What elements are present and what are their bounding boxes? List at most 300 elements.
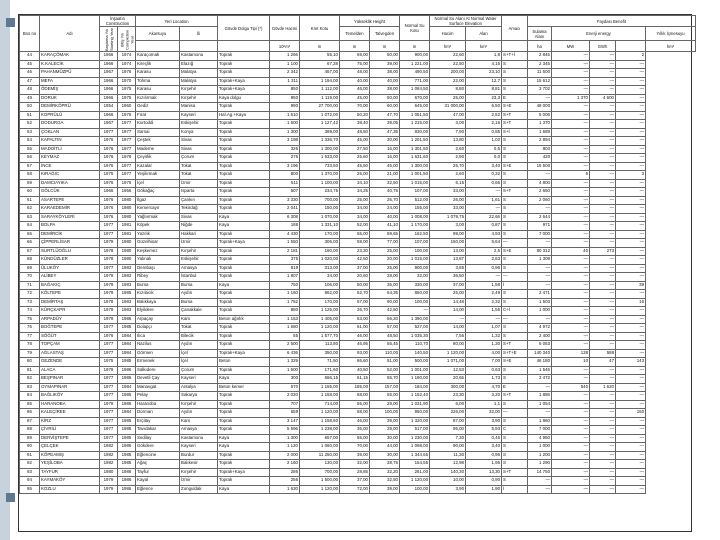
table-cell: Toprak [218,230,270,239]
table-cell: S+E [502,103,528,112]
table-cell: 1977 [100,324,118,333]
table-cell: 4,15 [466,60,502,69]
table-cell: 72,00 [340,485,370,494]
table-cell: BAĞAKIÇ [40,281,100,290]
table-cell: 89 [20,434,40,443]
table-cell: 23,30 [340,247,370,256]
table-cell: 657,00 [300,434,340,443]
table-cell: 733,50 [300,162,340,171]
table-cell: 1 170,00 [400,222,430,231]
table-cell: Toprak [218,400,270,409]
table-cell: KÜRÇKAPR [40,307,100,316]
header-start-year: Başlama Yılı Starting Year [100,27,118,52]
table-cell: 1980 [118,239,136,248]
table-cell: Yeşilırmak [136,171,180,180]
table-cell: — [616,426,646,435]
table-cell: 1977 [100,349,118,358]
table-cell: — [552,315,590,324]
table-cell: 1 070,00 [300,213,340,222]
table-cell: TOPÇAM [40,341,100,350]
table-cell: 80 [20,358,40,367]
table-cell: 0,5 [466,145,502,154]
table-cell: — [590,460,616,469]
table-cell: 1 680 [270,324,300,333]
table-cell: 1974 [118,52,136,61]
table-cell: Dolapçı [136,324,180,333]
table-cell: — [590,103,616,112]
table-cell: 3,20 [466,392,502,401]
table-cell: S [502,137,528,146]
table-cell: 47 [590,358,616,367]
table-cell: 80,00 [430,341,466,350]
table-cell: 1975 [100,358,118,367]
table-body [20,52,696,494]
table-cell: — [552,120,590,129]
table-cell: 16,00 [370,154,400,163]
table-cell: Toprak [218,145,270,154]
table-cell: — [552,196,590,205]
table-cell: Tokat [180,324,218,333]
table-cell: 1982 [100,460,118,469]
header-drinking-water: Yıllık İçmesuyu [646,27,696,41]
table-cell: — [552,69,590,78]
table-row [20,477,696,486]
table-cell: S [502,417,528,426]
table-cell: 800 [270,171,300,180]
table-cell: 1 503 [528,298,552,307]
table-cell: 1975 [118,94,136,103]
table-cell: 1,95 [466,460,502,469]
table-cell: 1986 [118,443,136,452]
table-cell: Kazalar [136,162,180,171]
table-row [20,256,696,265]
table-cell: KOZLU [40,485,100,494]
table-cell: 1 500,00 [300,477,340,486]
table-cell: 46,00 [340,332,370,341]
table-cell: 1984 [118,383,136,392]
table-cell: 490,50 [400,69,430,78]
table-cell: 1967 [100,69,118,78]
table-cell: — [552,375,590,384]
table-cell: Kayal [136,477,180,486]
table-cell: 42,50 [340,256,370,265]
table-cell: 819 [270,264,300,273]
table-cell: S+T+E [502,349,528,358]
table-cell: 63,00 [340,315,370,324]
table-cell: 1982 [100,451,118,460]
table-cell: 0,96 [466,264,502,273]
table-cell: 90,00 [430,443,466,452]
table-cell: — [590,298,616,307]
table-cell: 1 015,00 [400,179,430,188]
table-cell: 29,00 [370,426,400,435]
table-cell: 1 266 [270,52,300,61]
table-cell: 375 [270,256,300,265]
table-cell: 313,00 [300,264,340,273]
table-cell: — [590,392,616,401]
table-cell: 1 072,00 [300,111,340,120]
table-cell: 1979 [100,400,118,409]
table-cell: 1 370,00 [300,171,340,180]
table-cell: E [502,383,528,392]
table-cell: 38,40 [340,120,370,129]
table-cell: Malatya [180,77,218,86]
table-cell: 1977 [100,222,118,231]
table-cell: 72 [20,290,40,299]
table-cell: 1980 [118,256,136,265]
table-cell: 80 312 [528,247,552,256]
table-cell: — [552,426,590,435]
table-cell: — [552,332,590,341]
table-cell: S+T [502,120,528,129]
table-cell: 1,58 [466,281,502,290]
table-cell: Tokat [180,162,218,171]
table-cell: 666,15 [300,375,340,384]
table-cell: 1 500 [270,120,300,129]
table-cell: Devetli Çay [136,375,180,384]
table-cell: — [616,375,646,384]
table-cell: 33,00 [430,188,466,197]
table-cell: 2 894 [528,137,552,146]
table-cell: Toprak [218,417,270,426]
table-cell: Yazılık [136,230,180,239]
table-cell: Kaya [218,281,270,290]
table-cell: 48 000 [528,103,552,112]
table-cell: 55,00 [340,400,370,409]
table-cell: 2 472 [528,375,552,384]
table-cell: 1979 [100,315,118,324]
table-row [20,77,696,86]
table-cell: — [616,196,646,205]
table-cell: 170,00 [300,230,340,239]
table-cell: Pelay [136,392,180,401]
table-cell: 28,85 [340,468,370,477]
table-cell: 2 000 [270,451,300,460]
table-cell: S [502,366,528,375]
table-cell: 1985 [118,290,136,299]
table-cell: 6 [552,171,590,180]
table-cell: — [590,69,616,78]
table-cell: Gediz [136,103,180,112]
table-cell: 22,66 [466,213,502,222]
table-cell: 10,00 [430,477,466,486]
table-cell: 950 [270,94,300,103]
table-row [20,298,696,307]
table-cell: 1986 [118,315,136,324]
table-cell: 1976 [118,69,136,78]
table-cell: 92 [20,460,40,469]
table-cell: 1986 [118,375,136,384]
table-cell: 77 [20,332,40,341]
table-cell: 1 071,00 [430,358,466,367]
table-cell: 14,00 [430,307,466,316]
table-cell: 1986 [118,485,136,494]
table-row [20,324,696,333]
table-cell: 94 [20,477,40,486]
table-cell: Amasya [180,264,218,273]
table-cell: Kaya dolgu [218,94,270,103]
table-cell: 1 344,65 [400,451,430,460]
table-cell: S [502,60,528,69]
table-cell: Tohma [136,77,180,86]
table-cell: 1 054 [528,400,552,409]
table-cell: 63 [20,213,40,222]
table-cell: Kayseri [180,375,218,384]
table-cell: 22,50 [430,60,466,69]
table-cell: S [502,205,528,214]
table-cell: 0,0 [466,154,502,163]
table-cell: Gökağaç [136,188,180,197]
table-cell: — [552,230,590,239]
table-cell: 30,00 [370,137,400,146]
table-cell: — [616,477,646,486]
table-row [20,230,696,239]
table-cell: 1 098,00 [400,443,430,452]
table-cell: 1 320,00 [400,417,430,426]
table-cell: 1 300,00 [300,145,340,154]
table-cell: Kemercayır [136,205,180,214]
table-row [20,451,696,460]
table-cell: Kastamonu [180,434,218,443]
table-row [20,145,696,154]
table-cell: 100,00 [400,298,430,307]
table-cell: 8,81 [466,86,502,95]
table-cell: S [502,443,528,452]
table-cell: 67,28 [300,60,340,69]
table-cell: Kırşehir [180,247,218,256]
table-cell: — [590,256,616,265]
table-cell: 170,00 [300,298,340,307]
table-cell: — [616,94,646,103]
table-cell: 1 127,42 [300,120,340,129]
table-cell: 1 031,90 [400,400,430,409]
table-cell: İ [502,485,528,494]
table-cell: — [616,383,646,392]
table-cell: S+T [502,188,528,197]
table-cell: 6,00 [430,400,466,409]
table-cell: 22,00 [430,77,466,86]
table-cell: Toprak+Kaya [218,349,270,358]
table-cell: — [552,264,590,273]
header-unit-volume: 10⁶m³ [270,41,300,52]
table-cell: 707 [270,400,300,409]
table-cell: 862,00 [300,290,340,299]
table-cell: — [616,434,646,443]
table-cell: 1 300,00 [400,162,430,171]
table-cell: Tekirdağ [180,205,218,214]
table-cell: ÇİPPERLİSAR [40,239,100,248]
table-cell: 1983 [118,307,136,316]
table-cell: 1978 [100,256,118,265]
table-cell: — [552,239,590,248]
table-cell: 1 689 [528,128,552,137]
table-cell: 1984 [118,409,136,418]
table-cell: 512,00 [400,196,430,205]
table-cell: S [502,230,528,239]
table-cell: — [552,341,590,350]
table-cell: 150,00 [300,205,340,214]
table-cell: — [616,247,646,256]
table-cell: 1977 [100,426,118,435]
table-cell: 1977 [100,392,118,401]
table-cell: 59,65 [370,230,400,239]
table-cell: 1977 [118,171,136,180]
table-cell: 68,00 [340,392,370,401]
table-cell: İçel [180,349,218,358]
table-cell: 1 100 [270,60,300,69]
header-blank-province [180,41,218,52]
header-unit-thalweg: m [370,41,400,52]
table-cell: 45,00 [340,137,370,146]
table-cell: İ [502,281,528,290]
table-cell: 714,00 [300,400,340,409]
table-cell: 110,70 [400,341,430,350]
table-cell: DODURGA [40,120,100,129]
table-cell: — [590,171,616,180]
table-cell: — [552,460,590,469]
table-cell: 138 [552,349,590,358]
table-cell: 25,60 [340,154,370,163]
header-unit-mw: MW [552,41,590,52]
table-cell: 880 [270,307,300,316]
table-cell: — [616,366,646,375]
table-cell: 2 650 [528,188,552,197]
table-cell: 1 079,75 [430,213,466,222]
table-cell: 1 051,50 [400,111,430,120]
table-cell: Görmen [136,349,180,358]
table-cell: İstanbul [180,273,218,282]
table-cell: — [528,273,552,282]
table-cell: 40 [552,247,590,256]
table-cell: 39,00 [370,60,400,69]
table-cell: — [590,426,616,435]
dam-table-container [18,14,692,532]
table-cell: 25,70 [430,162,466,171]
table-cell: Amasya [180,426,218,435]
table-cell: Nazilus [136,341,180,350]
table-cell: 1960 [118,103,136,112]
table-cell: — [590,230,616,239]
table-cell: 14 750 [528,468,552,477]
table-cell: — [590,434,616,443]
table-cell: 38,00 [370,69,400,78]
table-cell: Eğlence [136,485,180,494]
table-cell: 1,1 [466,400,502,409]
table-cell: MADOİTLİ [40,145,100,154]
table-cell: — [528,409,552,418]
table-cell: — [616,307,646,316]
table-cell: — [552,86,590,95]
table-cell: 234,75 [300,188,340,197]
table-cell: C [502,426,528,435]
table-row [20,426,696,435]
table-cell: 188 [270,222,300,231]
table-cell: — [590,366,616,375]
table-cell: 7,56 [430,332,466,341]
table-cell: 44 [20,52,40,61]
table-cell: KEYMAZ [40,154,100,163]
table-cell: 160,00 [300,247,340,256]
table-cell: 350,00 [300,349,340,358]
table-cell: — [616,222,646,231]
table-row [20,247,696,256]
table-cell: S [502,324,528,333]
table-cell: BOLPA [40,222,100,231]
table-cell: 47 [20,77,40,86]
table-cell: ARPADÜY [40,315,100,324]
table-cell: 25,00 [340,196,370,205]
header-unit-gwh: GWh [590,41,616,52]
table-cell: Tayfur [136,468,180,477]
table-cell: 3,90 [466,417,502,426]
header-blank-energy [616,41,646,52]
table-cell: Ağaç [136,460,180,469]
table-cell: 1,73 [466,375,502,384]
table-cell: — [590,341,616,350]
table-cell: 29,00 [370,400,400,409]
table-cell: — [616,86,646,95]
header-fill-type: Gövde Dolgu Tipi (*) [218,16,270,41]
table-cell: — [552,417,590,426]
table-cell: — [590,239,616,248]
table-cell: 1 533,00 [300,154,340,163]
table-cell: 51,00 [370,358,400,367]
table-cell: SÖĞÜT [40,332,100,341]
table-cell: 31 000,00 [430,103,466,112]
header-blank-fill [218,41,270,52]
table-cell: Toprak [218,205,270,214]
table-cell: 69 [20,264,40,273]
table-cell: Toprak [218,307,270,316]
table-cell: 50,00 [340,281,370,290]
table-cell: 1977 [100,383,118,392]
table-cell: 66 [20,239,40,248]
table-cell: Toprak+Kaya [218,86,270,95]
table-cell: — [590,213,616,222]
table-cell: Kars [180,315,218,324]
table-cell: 1 112,00 [300,86,340,95]
header-construction: İnşaatın Construction [100,16,136,27]
table-cell: Toprak [218,426,270,435]
table-cell: Kireçlik [136,60,180,69]
table-cell: 1 001,00 [400,366,430,375]
table-cell: 670,00 [400,94,430,103]
table-cell: 34,00 [340,205,370,214]
table-row [20,171,696,180]
table-row [20,332,696,341]
table-cell: Toprak [218,298,270,307]
table-cell: 261,00 [400,468,430,477]
table-cell: 1979 [100,290,118,299]
table-cell: 1 577,70 [300,332,340,341]
table-cell: AĞLASTAŞ [40,349,100,358]
table-cell: 1979 [100,239,118,248]
table-cell: DEMİRTAŞ [40,298,100,307]
header-blank-purpose [502,41,528,52]
table-cell: Toprak [218,324,270,333]
table-cell: 52 [20,120,40,129]
table-cell: — [552,213,590,222]
table-cell: — [590,281,616,290]
table-cell: 40,00 [370,77,400,86]
table-cell: 1985 [118,434,136,443]
table-cell: — [552,290,590,299]
table-cell: 1976 [118,154,136,163]
table-cell: 4 430 [270,230,300,239]
table-cell: Kaya [218,213,270,222]
table-cell: — [590,400,616,409]
table-cell: — [616,69,646,78]
